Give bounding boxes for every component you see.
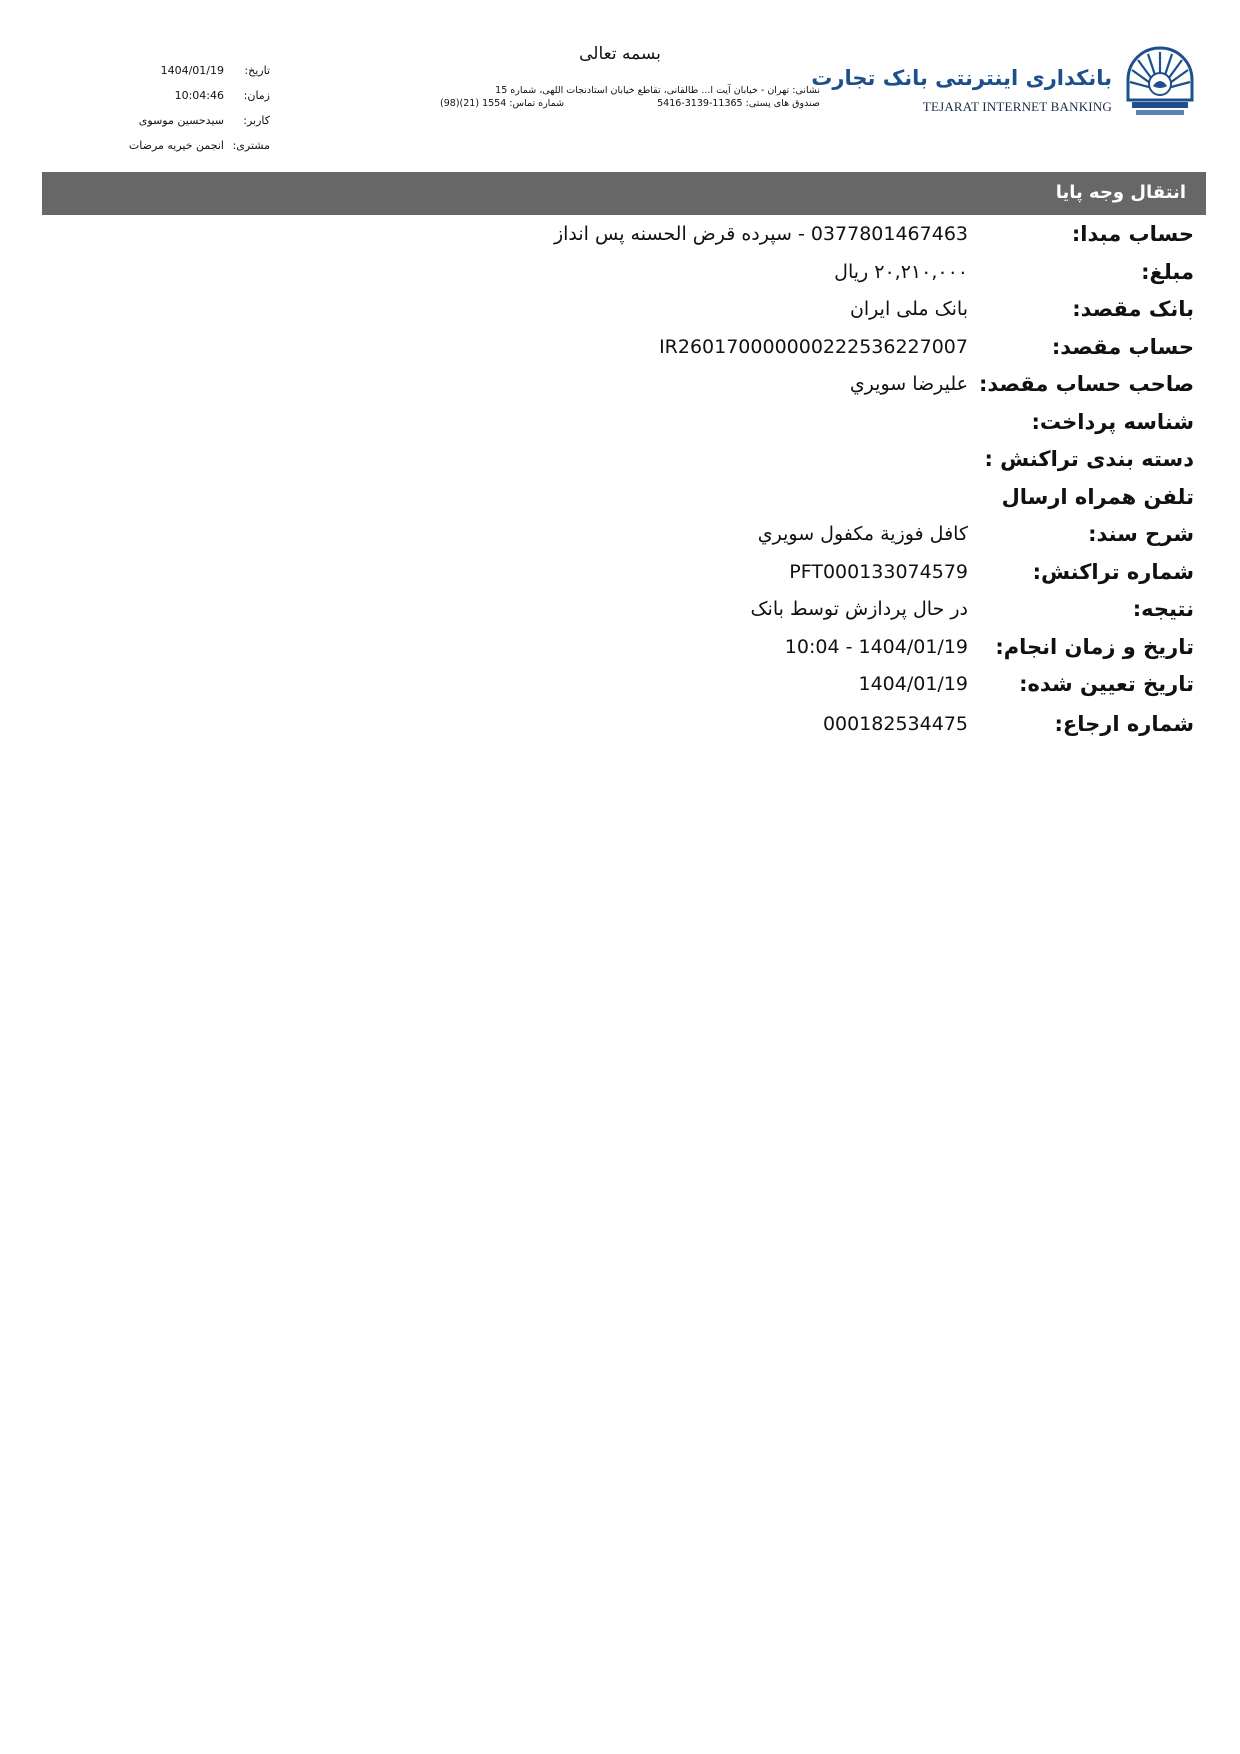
detail-row-transaction-number [0, 556, 1240, 592]
meta-label: تاریخ: [244, 64, 270, 77]
detail-label: حساب مبدا: [1071, 222, 1194, 246]
postal-box: صندوق های پستی: 11365-3139-5416 [657, 98, 820, 109]
detail-value: در حال پردازش توسط بانک [750, 598, 968, 620]
detail-row-transaction-category [0, 443, 1240, 479]
detail-value: 1404/01/19 - 10:04 [784, 635, 968, 658]
detail-label: شماره تراکنش: [1032, 559, 1194, 584]
detail-row-result [0, 593, 1240, 629]
detail-row-mobile-notify [0, 481, 1240, 517]
detail-row-description [0, 518, 1240, 554]
meta-value: انجمن خیریه مرضات [128, 139, 224, 152]
detail-value: كافل فوزية مكفول سويري [757, 523, 968, 545]
bank-logo [811, 44, 1198, 118]
detail-row-account-holder [0, 368, 1240, 404]
bank-name-fa: بانکداری اینترنتی بانک تجارت [811, 66, 1112, 90]
detail-label: تلفن همراه ارسال [1001, 484, 1194, 509]
detail-value: 0377801467463 - سپرده قرض الحسنه پس انداز [553, 223, 968, 245]
meta-customer-row [100, 139, 280, 159]
detail-value: 1404/01/19 [858, 673, 968, 695]
detail-row-scheduled-date [0, 668, 1240, 704]
detail-label: شرح سند: [1088, 522, 1194, 546]
detail-label: حساب مقصد: [1051, 334, 1194, 359]
detail-row-destination-bank [0, 293, 1240, 329]
section-title: انتقال وجه پایا [1055, 182, 1186, 203]
meta-date-row [100, 64, 280, 84]
detail-value: IR260170000000222536227007 [659, 335, 968, 358]
basmala-heading: بسمه تعالی [579, 44, 661, 64]
bank-name-en: TEJARAT INTERNET BANKING [922, 99, 1112, 114]
detail-label: مبلغ: [1141, 259, 1194, 284]
phone-number: شماره تماس: 1554 (21)(98) [440, 98, 565, 109]
detail-value: 000182534475 [822, 713, 968, 735]
detail-label: بانک مقصد: [1072, 297, 1194, 321]
meta-label: کاربر: [243, 114, 270, 127]
detail-row-datetime [0, 631, 1240, 667]
detail-value: PFT000133074579 [789, 560, 968, 583]
detail-label: نتیجه: [1132, 597, 1194, 621]
meta-value: 10:04:46 [174, 89, 224, 102]
bank-address-block [440, 84, 820, 110]
detail-label: تاریخ و زمان انجام: [995, 634, 1194, 659]
detail-label: صاحب حساب مقصد: [979, 372, 1194, 396]
meta-value: 1404/01/19 [160, 64, 224, 77]
detail-label: تاریخ تعیین شده: [1019, 672, 1194, 696]
detail-value: عليرضا سويري [849, 373, 968, 395]
tejarat-bank-emblem-icon [1122, 44, 1198, 118]
detail-row-amount [0, 256, 1240, 292]
detail-value: بانک ملی ایران [849, 298, 968, 320]
detail-row-payment-id [0, 406, 1240, 442]
detail-label: شناسه پرداخت: [1031, 409, 1194, 434]
meta-user-row [100, 114, 280, 134]
detail-value: ۲۰,۲۱۰,۰۰۰ ریال [834, 260, 968, 283]
meta-value: سیدحسین موسوی [138, 114, 224, 127]
meta-label: زمان: [243, 89, 270, 102]
section-title-bar [42, 172, 1206, 215]
meta-label: مشتری: [232, 139, 270, 152]
detail-row-source-account [0, 218, 1240, 254]
detail-label: دسته بندی تراکنش : [984, 447, 1194, 471]
detail-row-destination-account [0, 331, 1240, 367]
meta-time-row [100, 89, 280, 109]
detail-row-reference-number [0, 708, 1240, 744]
address-line: نشانی: تهران - خیابان آیت ا... طالقانی، تقاطع خیابان استادنجات اللهی، شماره 15 [495, 85, 820, 96]
detail-label: شماره ارجاع: [1054, 712, 1194, 736]
